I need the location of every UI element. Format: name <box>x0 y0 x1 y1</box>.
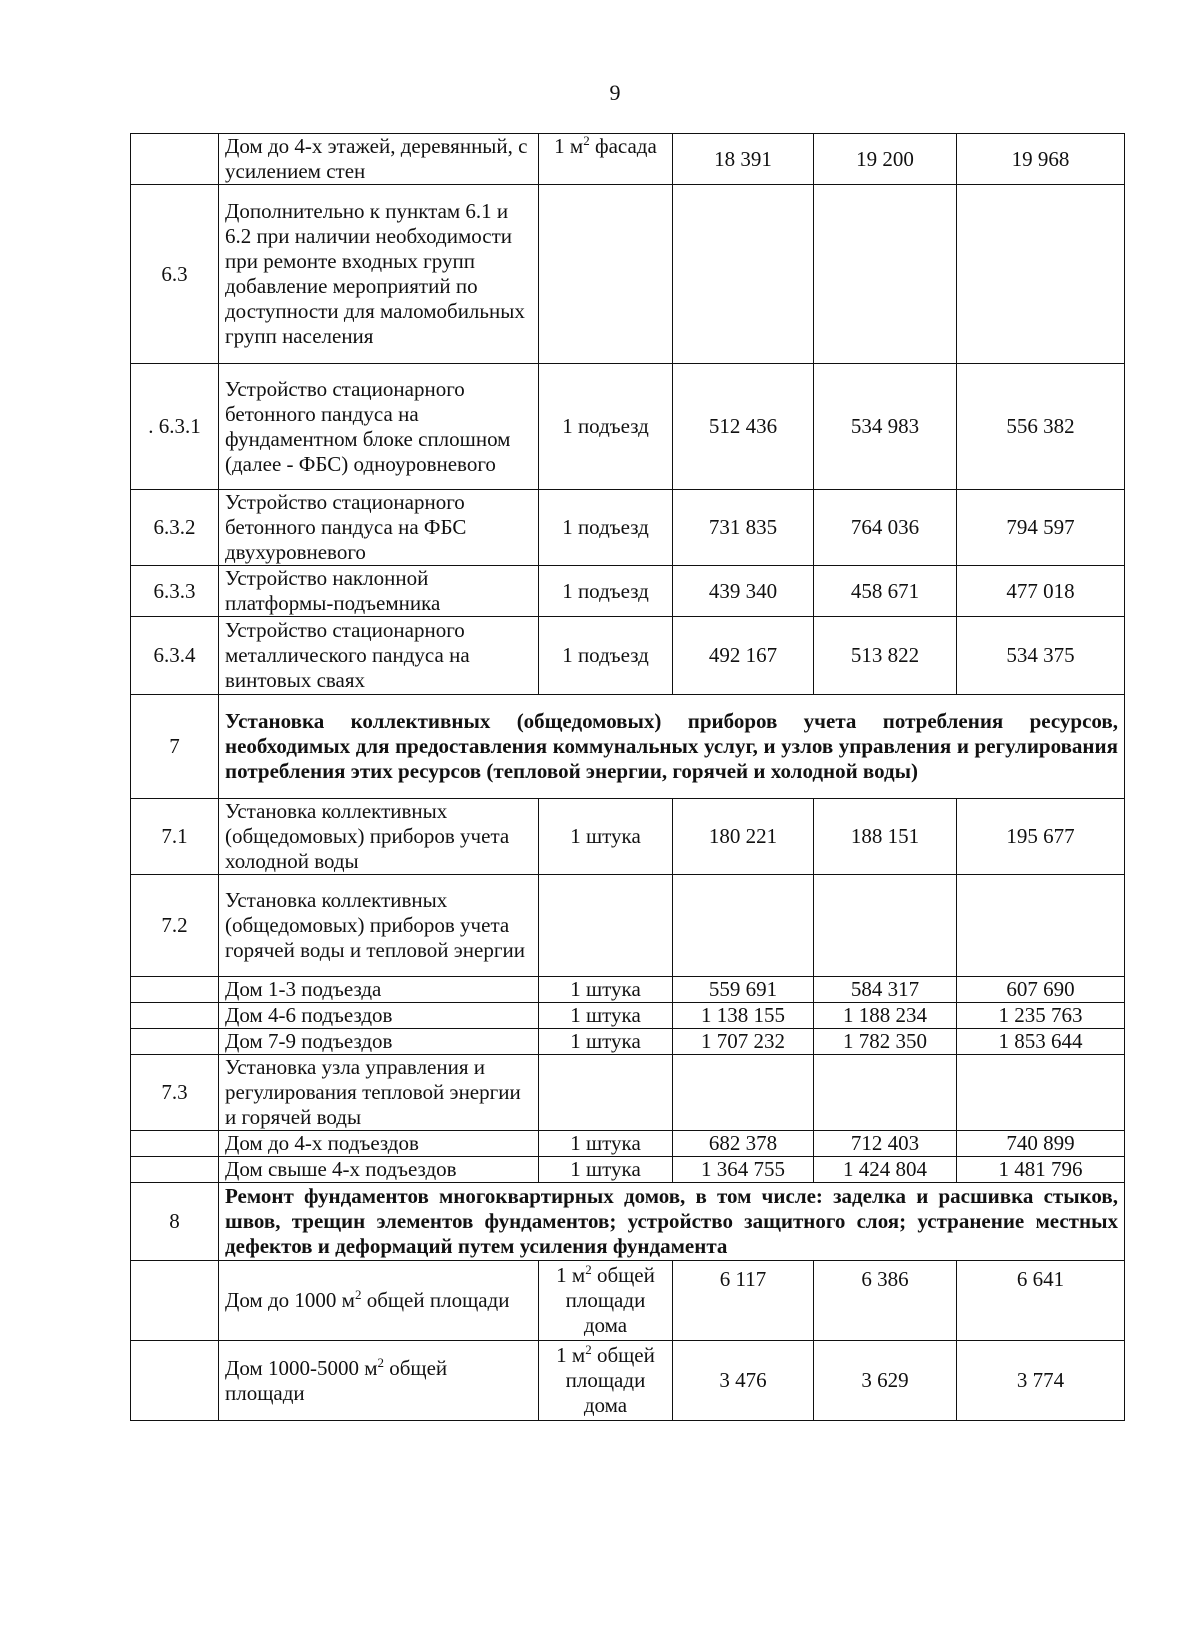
table-row <box>131 799 1125 875</box>
row-value-3: 607 690 <box>957 977 1125 1003</box>
table-row <box>131 1131 1125 1157</box>
row-value-1 <box>673 1055 814 1131</box>
row-number: 6.3.2 <box>131 490 219 566</box>
row-value-1: 512 436 <box>673 364 814 490</box>
row-unit: 1 $м^2$ общей площади дома <box>539 1261 673 1341</box>
row-unit: 1 штука <box>539 1157 673 1183</box>
row-value-3: 1 481 796 <box>957 1157 1125 1183</box>
table-row <box>131 364 1125 490</box>
row-value-3: 3 774 <box>957 1341 1125 1421</box>
row-number: 6.3.4 <box>131 617 219 695</box>
row-description: Установка коллективных (общедомовых) приборов учета холодной воды <box>219 799 539 875</box>
table-row <box>131 185 1125 364</box>
table-row <box>131 875 1125 977</box>
row-unit: 1 штука <box>539 799 673 875</box>
row-description: Дом до 4-х подъездов <box>219 1131 539 1157</box>
row-description: Установка узла управления и регулирования тепловой энергии и горячей воды <box>219 1055 539 1131</box>
row-value-3: 556 382 <box>957 364 1125 490</box>
table-row <box>131 1029 1125 1055</box>
row-value-1: 1 138 155 <box>673 1003 814 1029</box>
row-value-3 <box>957 875 1125 977</box>
row-value-3 <box>957 1055 1125 1131</box>
row-description: Дом до 4-х этажей, деревянный, с усилением стен <box>219 134 539 185</box>
row-value-3: 195 677 <box>957 799 1125 875</box>
row-value-2: 1 188 234 <box>814 1003 957 1029</box>
section-title: Установка коллективных (общедомовых) приборов учета потребления ресурсов, необходимых для предоставления коммунальных услуг, и узлов управления и регулирования потребления этих ресурсов (тепловой энергии, горячей и холодной воды) <box>219 695 1125 799</box>
row-value-1: 1 364 755 <box>673 1157 814 1183</box>
row-value-1: 492 167 <box>673 617 814 695</box>
table-row <box>131 1055 1125 1131</box>
row-number <box>131 1029 219 1055</box>
table-row <box>131 617 1125 695</box>
row-unit <box>539 875 673 977</box>
row-description: Дом 4-6 подъездов <box>219 1003 539 1029</box>
row-value-3: 794 597 <box>957 490 1125 566</box>
row-value-1: 682 378 <box>673 1131 814 1157</box>
row-value-1: 559 691 <box>673 977 814 1003</box>
row-value-2: 513 822 <box>814 617 957 695</box>
row-number <box>131 1157 219 1183</box>
row-number <box>131 1341 219 1421</box>
table-row <box>131 566 1125 617</box>
row-unit: 1 штука <box>539 1029 673 1055</box>
row-unit: 1 $м^2$ общей площади дома <box>539 1341 673 1421</box>
row-unit: 1 подъезд <box>539 490 673 566</box>
table-row <box>131 1157 1125 1183</box>
row-number: 7.3 <box>131 1055 219 1131</box>
row-description: Устройство наклонной платформы-подъемника <box>219 566 539 617</box>
row-unit: 1 подъезд <box>539 364 673 490</box>
row-description: Дом 1-3 подъезда <box>219 977 539 1003</box>
row-value-1: 6 117 <box>673 1261 814 1341</box>
row-value-2 <box>814 875 957 977</box>
row-unit: 1 штука <box>539 977 673 1003</box>
row-value-2: 6 386 <box>814 1261 957 1341</box>
row-description: Дом до 1000 $м^2$ общей площади <box>219 1261 539 1341</box>
row-description: Дом свыше 4-х подъездов <box>219 1157 539 1183</box>
row-value-2 <box>814 1055 957 1131</box>
row-value-3: 740 899 <box>957 1131 1125 1157</box>
row-value-1 <box>673 185 814 364</box>
row-description: Установка коллективных (общедомовых) приборов учета горячей воды и тепловой энергии <box>219 875 539 977</box>
row-number: 7.1 <box>131 799 219 875</box>
row-number <box>131 1003 219 1029</box>
row-value-1: 180 221 <box>673 799 814 875</box>
table-row <box>131 977 1125 1003</box>
row-description: Устройство стационарного металлического пандуса на винтовых сваях <box>219 617 539 695</box>
cost-table <box>130 133 1125 1421</box>
row-value-2 <box>814 185 957 364</box>
table-row <box>131 490 1125 566</box>
section-row <box>131 1183 1125 1261</box>
row-number <box>131 134 219 185</box>
row-value-3: 1 235 763 <box>957 1003 1125 1029</box>
table-row <box>131 1341 1125 1421</box>
section-row <box>131 695 1125 799</box>
row-number: 6.3.3 <box>131 566 219 617</box>
row-value-2: 764 036 <box>814 490 957 566</box>
section-title: Ремонт фундаментов многоквартирных домов, в том числе: заделка и расшивка стыков, швов, трещин элементов фундаментов; устройство защитного слоя; устранение местных дефектов и деформаций путем усиления фундамента <box>219 1183 1125 1261</box>
row-value-1 <box>673 875 814 977</box>
section-number: 7 <box>131 695 219 799</box>
row-value-1: 3 476 <box>673 1341 814 1421</box>
row-number <box>131 1131 219 1157</box>
table-row <box>131 1003 1125 1029</box>
row-value-3: 534 375 <box>957 617 1125 695</box>
row-unit: 1 подъезд <box>539 566 673 617</box>
row-number: . 6.3.1 <box>131 364 219 490</box>
row-value-3: 19 968 <box>957 134 1125 185</box>
row-number: 7.2 <box>131 875 219 977</box>
row-value-2: 188 151 <box>814 799 957 875</box>
row-description: Дом 7-9 подъездов <box>219 1029 539 1055</box>
row-value-2: 3 629 <box>814 1341 957 1421</box>
page-number: 9 <box>609 80 621 105</box>
row-value-2: 584 317 <box>814 977 957 1003</box>
row-value-1: 731 835 <box>673 490 814 566</box>
row-unit <box>539 1055 673 1131</box>
row-value-3: 477 018 <box>957 566 1125 617</box>
row-description: Дополнительно к пунктам 6.1 и 6.2 при наличии необходимости при ремонте входных групп добавление мероприятий по доступности для маломобильных групп населения <box>219 185 539 364</box>
row-value-2: 712 403 <box>814 1131 957 1157</box>
row-unit: 1 $м^2$ фасада <box>539 134 673 185</box>
table-row <box>131 1261 1125 1341</box>
row-value-3: 6 641 <box>957 1261 1125 1341</box>
row-value-2: 1 424 804 <box>814 1157 957 1183</box>
row-value-2: 1 782 350 <box>814 1029 957 1055</box>
row-value-2: 458 671 <box>814 566 957 617</box>
row-value-3: 1 853 644 <box>957 1029 1125 1055</box>
row-number <box>131 977 219 1003</box>
row-unit <box>539 185 673 364</box>
row-value-1: 18 391 <box>673 134 814 185</box>
row-description: Дом 1000-5000 $м^2$ общей площади <box>219 1341 539 1421</box>
row-description: Устройство стационарного бетонного пандуса на ФБС двухуровневого <box>219 490 539 566</box>
row-value-1: 1 707 232 <box>673 1029 814 1055</box>
table-row <box>131 134 1125 185</box>
row-unit: 1 штука <box>539 1003 673 1029</box>
row-value-2: 534 983 <box>814 364 957 490</box>
row-description: Устройство стационарного бетонного пандуса на фундаментном блоке сплошном (далее - ФБС) одноуровневого <box>219 364 539 490</box>
row-value-1: 439 340 <box>673 566 814 617</box>
row-value-2: 19 200 <box>814 134 957 185</box>
row-number: 6.3 <box>131 185 219 364</box>
section-number: 8 <box>131 1183 219 1261</box>
row-unit: 1 подъезд <box>539 617 673 695</box>
row-value-3 <box>957 185 1125 364</box>
row-number <box>131 1261 219 1341</box>
row-unit: 1 штука <box>539 1131 673 1157</box>
